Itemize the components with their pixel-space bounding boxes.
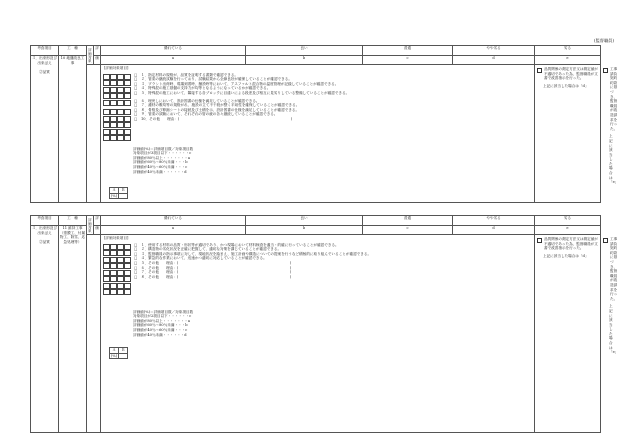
e-condition: 上記に該当した場合は「e」 xyxy=(609,304,619,355)
category-label: ３．出来形及び出来ばえ xyxy=(31,226,58,235)
grid-box[interactable] xyxy=(124,122,131,128)
mini-cell-pct: (%) xyxy=(110,353,118,358)
grid-box[interactable] xyxy=(103,74,110,80)
grid-box[interactable] xyxy=(117,135,124,141)
grid-box[interactable] xyxy=(124,135,131,141)
grid-box[interactable] xyxy=(124,129,131,135)
grade-c: c xyxy=(363,56,453,65)
list-item[interactable]: □ ５．その他 理由：( ) xyxy=(134,260,292,265)
items-list xyxy=(131,72,352,142)
grid-box[interactable] xyxy=(110,270,117,276)
grid-box[interactable] xyxy=(117,263,124,269)
grid-box[interactable] xyxy=(110,263,117,269)
formula-line: 評価値が80％以上・・・・・・・a xyxy=(133,155,191,160)
grid-box[interactable] xyxy=(103,116,110,122)
grid-box[interactable] xyxy=(124,263,131,269)
grid-box[interactable] xyxy=(103,283,110,289)
grid-box[interactable] xyxy=(103,244,110,250)
grid-box[interactable] xyxy=(124,244,131,250)
e-description: 工事請負契約約款に基づき、監督職員が改造請求を行った。 xyxy=(610,67,618,131)
grid-box[interactable] xyxy=(124,93,131,99)
grid-box[interactable] xyxy=(124,100,131,106)
grid-box[interactable] xyxy=(110,283,117,289)
grade-e: e xyxy=(535,226,601,235)
grade-e: e xyxy=(535,56,601,65)
list-item[interactable]: □ 10．その他 理由：( ) xyxy=(134,116,293,121)
grid-box[interactable] xyxy=(103,129,110,135)
d-description: 品質関係の測定方法又は測定値が不適切であった為、監督職員が文書で改善指示を行った。 xyxy=(544,237,598,251)
sub-label: ②品質 xyxy=(39,70,50,75)
grid-box[interactable] xyxy=(103,270,110,276)
formula-line: 対象項目が3項目以下・・・・・・c xyxy=(133,151,192,156)
grid-box[interactable] xyxy=(124,270,131,276)
list-item[interactable]: □ ７．その他 理由：( ) xyxy=(134,270,292,275)
grid-box[interactable] xyxy=(103,100,110,106)
level-a: 優れている xyxy=(101,46,246,56)
grid-box[interactable] xyxy=(103,257,110,263)
mini-cell-a: Ａ xyxy=(110,188,119,194)
grid-box[interactable] xyxy=(117,250,124,256)
list-item[interactable]: □ ７．濾材の敷均等の規格がれ、施設の立て不干段が整く平坦性を確保していることが確認できる。 xyxy=(134,103,300,108)
e-checkbox[interactable] xyxy=(603,238,608,243)
d-description: 品質関係の測定方法又は測定値が不適切であった為、監督職員が文書で改善指示を行った。 xyxy=(544,67,598,81)
list-item[interactable]: □ ３．プラント出荷時、現場到着時、舗設時等において、アスファルト混合物の温度管理が記録していることが確認できる。 xyxy=(134,81,339,86)
formula-line: 評価値が40％未満・・・・・・d xyxy=(133,169,187,174)
type-cell: 11 維持工事（塗膜工、付属物工、除雪、応急処理等） xyxy=(59,226,87,433)
evaluation-table-2 xyxy=(30,215,619,433)
grid-box[interactable] xyxy=(103,80,110,86)
grid-box[interactable] xyxy=(117,74,124,80)
grid-box[interactable] xyxy=(124,257,131,263)
items-cell xyxy=(101,65,535,203)
formula-line: 評価値が60％～80％未満・・・b xyxy=(133,160,188,165)
grade-d: d xyxy=(453,226,535,235)
d-condition: 上記に該当した場合は「d」 xyxy=(543,83,589,88)
grid-box[interactable] xyxy=(124,289,131,295)
grid-box[interactable] xyxy=(117,276,124,282)
grid-box[interactable] xyxy=(117,80,124,86)
level-c: 普通 xyxy=(363,216,453,226)
grade-b: b xyxy=(246,56,363,65)
grid-box[interactable] xyxy=(117,283,124,289)
formula-block xyxy=(101,145,534,176)
grid-box[interactable] xyxy=(117,244,124,250)
grid-box[interactable] xyxy=(124,276,131,282)
grade-a: a xyxy=(101,56,246,65)
score-mini-table xyxy=(109,347,128,359)
level-b: 良い xyxy=(246,46,363,56)
checkbox-grid xyxy=(101,72,131,142)
grid-box[interactable] xyxy=(110,122,117,128)
target-label: [評価対象項目] xyxy=(104,236,129,240)
level-e: 劣る xyxy=(535,216,601,226)
grid-box[interactable] xyxy=(117,116,124,122)
mini-cell-blank[interactable] xyxy=(119,353,128,359)
d-cell xyxy=(535,65,601,203)
grid-box[interactable] xyxy=(124,283,131,289)
grid-box[interactable] xyxy=(110,257,117,263)
formula-line: 対象項目が2項目以下・・・・・・c xyxy=(133,314,192,319)
grade-d: d xyxy=(453,56,535,65)
mini-cell-a: Ａ xyxy=(110,348,119,354)
grid-box[interactable] xyxy=(103,289,110,295)
grade-a: a xyxy=(101,226,246,235)
grid-box[interactable] xyxy=(117,87,124,93)
grade-c: c xyxy=(363,226,453,235)
grid-box[interactable] xyxy=(103,109,110,115)
mini-cell-pct: (%) xyxy=(110,193,118,198)
grade-b: b xyxy=(246,226,363,235)
d-checkbox[interactable] xyxy=(537,68,542,73)
items-list xyxy=(131,242,374,296)
list-item[interactable]: □ ６．その他 理由：( ) xyxy=(134,265,292,270)
grid-box[interactable] xyxy=(117,257,124,263)
list-item[interactable]: □ ２．構造物の劣化状況を正確に把握して、適切な対策を講じていることが確認できる。 xyxy=(134,247,282,252)
grid-box[interactable] xyxy=(124,109,131,115)
grid-box[interactable] xyxy=(117,109,124,115)
col-type: 工 種 xyxy=(59,216,87,226)
grid-box[interactable] xyxy=(103,250,110,256)
col-type: 工 種 xyxy=(59,46,87,56)
e-condition: 上記に該当した場合は「e」 xyxy=(609,134,619,185)
formula-block xyxy=(101,308,534,339)
d-condition: 上記に該当した場合は「d」 xyxy=(543,253,589,258)
grid-box[interactable] xyxy=(124,80,131,86)
grid-box[interactable] xyxy=(124,116,131,122)
score-mini-table xyxy=(109,187,128,199)
formula-line: 評価値が40％～60％未満・・・c xyxy=(133,164,188,169)
grid-box[interactable] xyxy=(110,244,117,250)
target-label: [評価対象項目] xyxy=(104,66,129,70)
grid-box[interactable] xyxy=(124,87,131,93)
e-description: 工事請負契約約款に基づき、監督職員が改造請求を行った。 xyxy=(610,237,618,301)
category-cell xyxy=(31,56,59,203)
col-val: 価 xyxy=(94,226,101,235)
level-a: 優れている xyxy=(101,216,246,226)
grid-box[interactable] xyxy=(110,276,117,282)
col-target: 評価対象 xyxy=(87,46,94,65)
d-cell xyxy=(535,235,601,433)
formula-line: 評価値が40％未満・・・・・・d xyxy=(133,332,187,337)
col-category: 考査項目 xyxy=(31,46,59,56)
col-eval: 評 xyxy=(94,46,101,56)
formula-line: 評価値が60％～80％未満・・・b xyxy=(133,323,188,328)
grid-box[interactable] xyxy=(117,93,124,99)
list-item[interactable]: □ ６．埋戻しにおいて、設計図書の仕様を満足していることが確認できる。 xyxy=(134,98,260,103)
evaluation-table-1 xyxy=(30,45,619,203)
level-e: 劣る xyxy=(535,46,601,56)
formula-line: 評価値が40％～60％未満・・・c xyxy=(133,327,188,332)
level-d: やや劣る xyxy=(453,46,535,56)
grid-box[interactable] xyxy=(110,289,117,295)
mini-cell-b: Ｂ xyxy=(119,348,128,354)
grid-box[interactable] xyxy=(124,250,131,256)
list-item[interactable]: □ ５．特殊混の施工において、隣接する各ブロックに目違いによる段差及び相互に見劣りしている整備していることが確認できる。 xyxy=(134,90,350,95)
grid-box[interactable] xyxy=(110,100,117,106)
grid-box[interactable] xyxy=(117,270,124,276)
level-d: やや劣る xyxy=(453,216,535,226)
col-eval: 評 xyxy=(94,216,101,226)
grid-box[interactable] xyxy=(110,250,117,256)
grid-box[interactable] xyxy=(110,129,117,135)
grid-box[interactable] xyxy=(110,87,117,93)
grid-box[interactable] xyxy=(103,263,110,269)
grid-box[interactable] xyxy=(117,100,124,106)
supervisor-note: (監督職員) xyxy=(593,38,614,43)
category-label: ３．出来形及び出来ばえ xyxy=(31,56,58,65)
list-item[interactable]: □ １．指定材料の規格が、品質を証明する書類で確認できる。 xyxy=(134,72,239,77)
col-target: 評価対象 xyxy=(87,216,94,235)
formula-line: 評価値(%)＝評価項目数／対象項目数 xyxy=(133,309,194,314)
list-item[interactable]: □ ４．特殊混の施工基盤の支持力が均等となるようになっているかが確認できる。 xyxy=(134,86,271,91)
list-item[interactable]: □ ９．管渠の試験において、それぞれの管の統の各々継続していることが確認できる。 xyxy=(134,112,278,117)
checkbox-grid xyxy=(101,242,131,296)
mini-cell-blank[interactable] xyxy=(119,193,128,199)
mini-cell-b: Ｂ xyxy=(119,188,128,194)
list-item[interactable]: □ ２．管渠の継続試験を行っており、試験結果から全線良好が確保していることが確認できる。 xyxy=(134,77,292,82)
list-item[interactable]: □ ８．骨格及び伸縮シートの接続及び土積を示、設計図書の仕様を満足していることが確認できる。 xyxy=(134,107,300,112)
grid-box[interactable] xyxy=(110,109,117,115)
grid-box[interactable] xyxy=(103,276,110,282)
grid-box[interactable] xyxy=(117,129,124,135)
grid-box[interactable] xyxy=(117,289,124,295)
sub-label: ②品質 xyxy=(39,240,50,245)
col-val: 価 xyxy=(94,56,101,65)
category-cell xyxy=(31,226,59,433)
list-item[interactable]: □ ８．その他 理由：( ) xyxy=(134,274,292,279)
col-category: 考査項目 xyxy=(31,216,59,226)
list-item[interactable]: □ １．使用する材料の品質・形状等が適切であり、かつ現場において材料検査を適当・的確に行っていることが確認できる。 xyxy=(134,242,339,247)
formula-line: 評価値(%)＝評価項目数／対象項目数 xyxy=(133,146,194,151)
grid-box[interactable] xyxy=(110,93,117,99)
grid-box[interactable] xyxy=(110,135,117,141)
grid-box[interactable] xyxy=(103,135,110,141)
grid-box[interactable] xyxy=(103,122,110,128)
level-b: 良い xyxy=(246,216,363,226)
grid-box[interactable] xyxy=(103,87,110,93)
grid-box[interactable] xyxy=(124,74,131,80)
grid-box[interactable] xyxy=(117,122,124,128)
grid-box[interactable] xyxy=(110,80,117,86)
grid-box[interactable] xyxy=(110,116,117,122)
items-cell xyxy=(101,235,535,433)
d-checkbox[interactable] xyxy=(537,238,542,243)
type-cell: 10 地盤改良工事 xyxy=(59,56,87,203)
grid-box[interactable] xyxy=(110,74,117,80)
formula-line: 評価値が80％以上・・・・・・・a xyxy=(133,318,191,323)
list-item[interactable]: □ ３．監督職員の指示事項に対して、現地状況を踏まえ、施工計画や構造についての提案を行うなど積極的に取り組んでいることが確認できる。 xyxy=(134,251,372,256)
e-checkbox[interactable] xyxy=(603,68,608,73)
level-c: 普通 xyxy=(363,46,453,56)
list-item[interactable]: □ ４．緊急的な作業において、迅速かつ適切に対応していることが確認できる。 xyxy=(134,256,267,261)
grid-box[interactable] xyxy=(103,93,110,99)
